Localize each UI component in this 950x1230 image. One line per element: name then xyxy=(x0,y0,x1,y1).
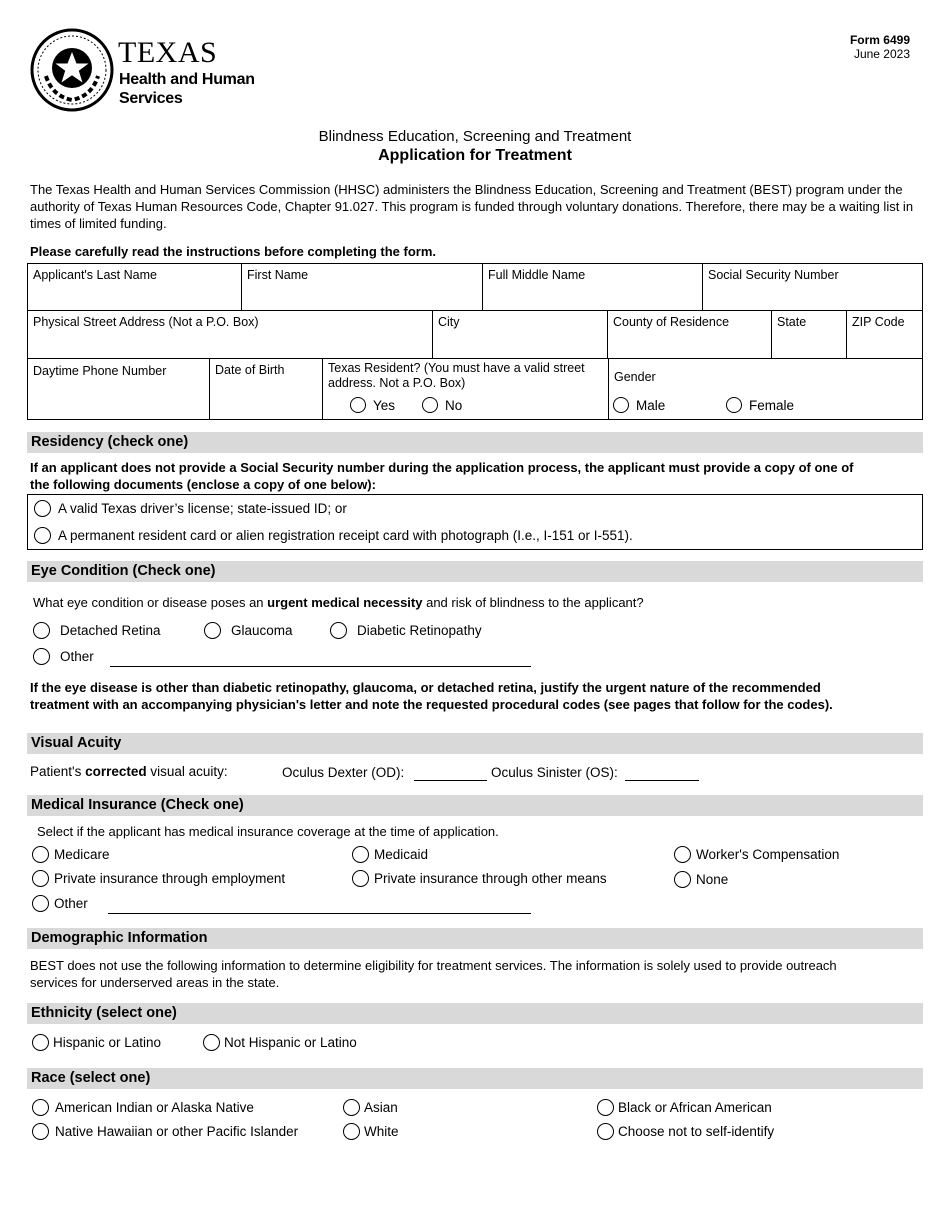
option-label: A valid Texas driver’s license; state-issued ID; or xyxy=(58,501,347,516)
eye-option-glaucoma[interactable] xyxy=(204,622,293,639)
visual-acuity-heading: Visual Acuity xyxy=(27,733,923,754)
insurance-option-workers-comp[interactable] xyxy=(674,846,839,863)
gender-male-option[interactable] xyxy=(613,397,665,413)
option-label: Private insurance through employment xyxy=(54,871,286,886)
radio-icon[interactable] xyxy=(34,527,51,544)
insurance-option-private-employment[interactable] xyxy=(32,870,285,887)
field-label: Social Security Number xyxy=(708,268,839,282)
radio-icon[interactable] xyxy=(32,1123,49,1140)
radio-icon[interactable] xyxy=(613,397,629,413)
city-field[interactable] xyxy=(433,311,608,358)
label-text: Patient's xyxy=(30,764,86,779)
radio-icon[interactable] xyxy=(32,1034,49,1051)
option-label: A permanent resident card or alien registration receipt card with photograph (I.e., I-151 or I-551). xyxy=(58,528,633,543)
option-label: Native Hawaiian or other Pacific Islander xyxy=(55,1124,299,1139)
gender-field xyxy=(609,359,922,419)
insurance-option-none[interactable] xyxy=(674,871,728,888)
option-label: White xyxy=(364,1124,399,1139)
option-label: None xyxy=(696,872,729,887)
option-label: Worker's Compensation xyxy=(696,847,840,862)
radio-icon[interactable] xyxy=(330,622,347,639)
agency-subtitle-line: Services xyxy=(119,90,183,107)
program-title: Blindness Education, Screening and Treatment xyxy=(318,128,632,145)
eye-option-other[interactable] xyxy=(33,648,94,665)
applicant-details-row xyxy=(27,358,923,420)
first-name-field[interactable] xyxy=(242,264,483,310)
note-line: BEST does not use the following information to determine eligibility for treatment services. The information is solely used to provide outreach xyxy=(30,958,837,973)
ethnicity-heading: Ethnicity (select one) xyxy=(27,1003,923,1024)
note-line: If an applicant does not provide a Social Security number during the application process, the applicant must provide a copy of one of xyxy=(30,460,854,475)
radio-icon[interactable] xyxy=(203,1034,220,1051)
option-label: Asian xyxy=(364,1100,398,1115)
race-option-no-identify[interactable] xyxy=(597,1123,774,1140)
demographic-heading: Demographic Information xyxy=(27,928,923,949)
radio-icon[interactable] xyxy=(343,1123,360,1140)
page-title: Application for Treatment xyxy=(378,147,572,164)
race-heading: Race (select one) xyxy=(27,1068,923,1089)
applicant-address-row xyxy=(27,310,923,359)
resident-no-option[interactable] xyxy=(422,397,462,413)
option-label: American Indian or Alaska Native xyxy=(55,1100,254,1115)
race-option-american-indian[interactable] xyxy=(32,1099,254,1116)
form-number-block xyxy=(850,33,910,61)
radio-icon[interactable] xyxy=(674,846,691,863)
insurance-other-input-line[interactable] xyxy=(108,913,531,914)
option-label: Female xyxy=(749,397,795,413)
zip-field[interactable] xyxy=(847,311,922,358)
residency-note xyxy=(30,459,853,493)
race-option-hawaiian[interactable] xyxy=(32,1123,298,1140)
ethnicity-option-hispanic[interactable] xyxy=(32,1034,161,1051)
radio-icon[interactable] xyxy=(674,871,691,888)
option-label: Yes xyxy=(373,397,396,413)
field-label: Applicant's Last Name xyxy=(33,268,157,282)
phone-field[interactable] xyxy=(28,359,210,419)
option-label: Hispanic or Latino xyxy=(53,1035,162,1050)
field-label: Date of Birth xyxy=(215,363,285,377)
ssn-field[interactable] xyxy=(703,264,922,310)
option-label: Detached Retina xyxy=(60,623,161,638)
radio-icon[interactable] xyxy=(33,648,50,665)
eye-option-detached-retina[interactable] xyxy=(33,622,161,639)
acuity-label xyxy=(30,764,228,779)
middle-name-field[interactable] xyxy=(483,264,703,310)
note-line: If the eye disease is other than diabetic retinopathy, glaucoma, or detached retina, justify the urgent nature of the recommended xyxy=(30,680,821,695)
intro-paragraph: The Texas Health and Human Services Commission (HHSC) administers the Blindness Education, Screening and Treatment (BEST) program under the authority of Texas Human Resources Code, Chapter 91.027. This program is funded through voluntary donations. Therefore, there may be a waiting list in times of limited funding. xyxy=(30,182,914,231)
label-text: visual acuity: xyxy=(146,764,228,779)
radio-icon[interactable] xyxy=(32,1099,49,1116)
eye-condition-question xyxy=(33,595,644,610)
residency-options-box xyxy=(27,494,923,550)
label-emphasis: corrected xyxy=(85,764,147,779)
state-seal-icon xyxy=(30,28,114,112)
insurance-option-other[interactable] xyxy=(32,895,88,912)
field-label: ZIP Code xyxy=(852,315,905,329)
os-input-line[interactable] xyxy=(625,780,699,781)
field-label: State xyxy=(777,315,807,329)
eye-other-input-line[interactable] xyxy=(110,666,531,667)
race-option-white[interactable] xyxy=(343,1123,399,1140)
option-label: Choose not to self-identify xyxy=(618,1124,775,1139)
gender-female-option[interactable] xyxy=(726,397,794,413)
agency-subtitle-line: Health and Human xyxy=(119,71,255,88)
note-line: treatment with an accompanying physician's letter and note the requested procedural codes (see pages that follow for the codes). xyxy=(30,697,833,712)
last-name-field[interactable] xyxy=(28,264,242,310)
radio-icon[interactable] xyxy=(352,870,369,887)
od-input-line[interactable] xyxy=(414,780,487,781)
applicant-name-row xyxy=(27,263,923,311)
state-field[interactable] xyxy=(772,311,847,358)
eye-condition-note xyxy=(30,679,833,713)
dob-field[interactable] xyxy=(210,359,323,419)
option-label: Other xyxy=(54,896,88,911)
question-text: What eye condition or disease poses an xyxy=(33,595,268,610)
radio-icon[interactable] xyxy=(34,500,51,517)
radio-icon[interactable] xyxy=(32,870,49,887)
question-emphasis: urgent medical necessity xyxy=(267,595,423,610)
field-label: City xyxy=(438,315,460,329)
form-date: June 2023 xyxy=(853,47,910,61)
option-label: Glaucoma xyxy=(231,623,293,638)
agency-wordmark: TEXAS xyxy=(118,36,218,69)
residency-heading: Residency (check one) xyxy=(27,432,923,453)
option-label: Black or African American xyxy=(618,1100,772,1115)
note-line: the following documents (enclose a copy of one below): xyxy=(30,477,376,492)
radio-icon[interactable] xyxy=(422,397,438,413)
eye-option-diabetic-retinopathy[interactable] xyxy=(330,622,482,639)
field-label: Texas Resident? (You must have a valid street address. Not a P.O. Box) xyxy=(328,361,585,390)
radio-icon[interactable] xyxy=(32,895,49,912)
option-label: Medicaid xyxy=(374,847,429,862)
option-label: Not Hispanic or Latino xyxy=(224,1035,357,1050)
agency-subtitle xyxy=(119,70,255,108)
insurance-option-medicaid[interactable] xyxy=(352,846,428,863)
insurance-option-medicare[interactable] xyxy=(32,846,110,863)
question-text: and risk of blindness to the applicant? xyxy=(422,595,644,610)
option-label: No xyxy=(445,397,463,413)
form-number: Form 6499 xyxy=(849,33,910,47)
county-field[interactable] xyxy=(608,311,772,358)
radio-icon[interactable] xyxy=(32,846,49,863)
field-label: First Name xyxy=(247,268,309,282)
option-label: Diabetic Retinopathy xyxy=(357,623,482,638)
radio-icon[interactable] xyxy=(352,846,369,863)
residency-option-resident-card[interactable] xyxy=(34,527,633,544)
insurance-prompt: Select if the applicant has medical insurance coverage at the time of application. xyxy=(37,824,499,839)
race-option-black[interactable] xyxy=(597,1099,772,1116)
field-label: Daytime Phone Number xyxy=(33,364,167,378)
option-label: Medicare xyxy=(54,847,110,862)
race-option-asian[interactable] xyxy=(343,1099,398,1116)
eye-condition-heading: Eye Condition (Check one) xyxy=(27,561,923,582)
field-label: Full Middle Name xyxy=(488,268,586,282)
radio-icon[interactable] xyxy=(597,1099,614,1116)
resident-yes-option[interactable] xyxy=(350,397,395,413)
option-label: Other xyxy=(60,649,94,664)
os-label: Oculus Sinister (OS): xyxy=(491,765,618,780)
instruction-note: Please carefully read the instructions before completing the form. xyxy=(30,244,436,259)
demographic-note xyxy=(30,957,837,991)
radio-icon[interactable] xyxy=(33,622,50,639)
field-label: Physical Street Address (Not a P.O. Box) xyxy=(33,315,259,329)
field-label: County of Residence xyxy=(613,315,730,329)
option-label: Male xyxy=(636,397,666,413)
radio-icon[interactable] xyxy=(343,1099,360,1116)
insurance-heading: Medical Insurance (Check one) xyxy=(27,795,923,816)
residency-option-dl[interactable] xyxy=(34,500,347,517)
radio-icon[interactable] xyxy=(350,397,366,413)
address-field[interactable] xyxy=(28,311,433,358)
field-label: Gender xyxy=(614,370,656,384)
option-label: Private insurance through other means xyxy=(374,871,607,886)
radio-icon[interactable] xyxy=(204,622,221,639)
resident-field xyxy=(323,359,609,419)
ethnicity-option-not-hispanic[interactable] xyxy=(203,1034,357,1051)
note-line: services for underserved areas in the state. xyxy=(30,975,280,990)
insurance-option-private-other[interactable] xyxy=(352,870,607,887)
od-label: Oculus Dexter (OD): xyxy=(282,765,405,780)
radio-icon[interactable] xyxy=(726,397,742,413)
radio-icon[interactable] xyxy=(597,1123,614,1140)
